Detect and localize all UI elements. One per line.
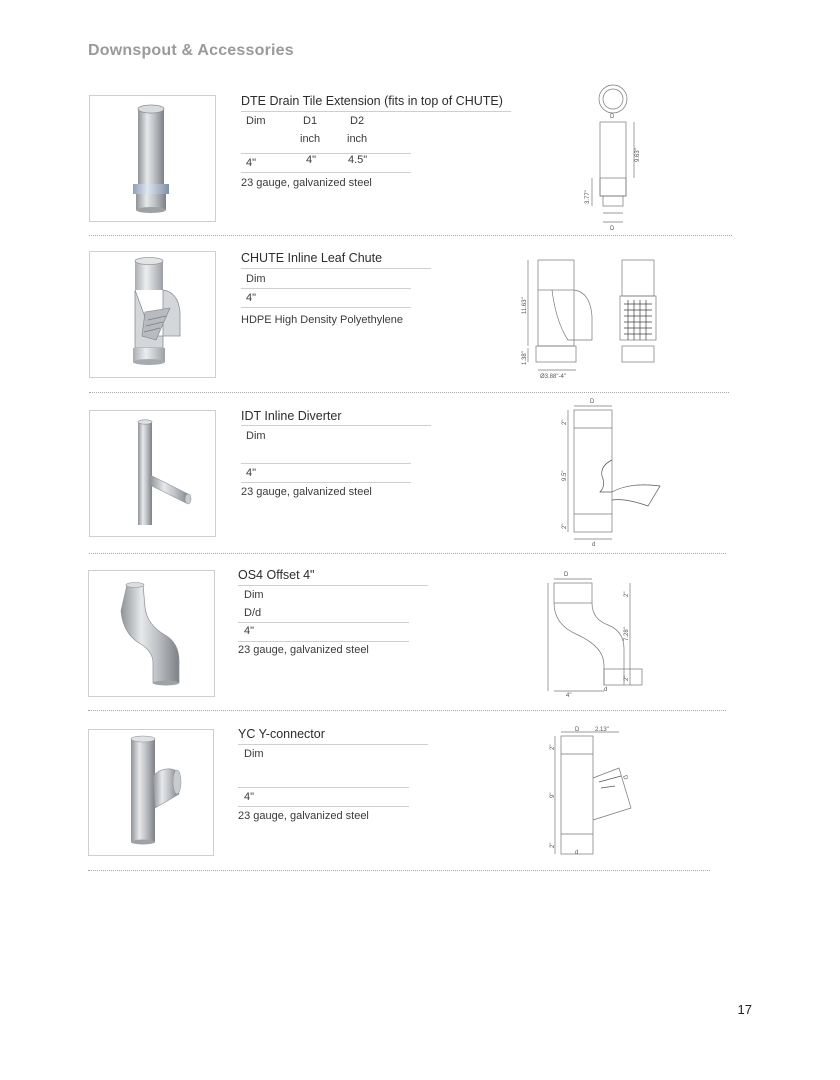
idt-dim-bot: 2" xyxy=(562,523,568,529)
chute-dim-h1: 11.63" xyxy=(522,297,528,314)
divider xyxy=(238,787,409,788)
dte-col-dim: Dim xyxy=(246,115,266,127)
dte-col-d1: D1 xyxy=(303,115,318,127)
idt-image xyxy=(90,411,215,536)
dte-d-top: D xyxy=(610,114,615,120)
section-divider xyxy=(88,870,710,871)
idt-dim-top: 2" xyxy=(562,419,568,425)
idt-product-name: IDT Inline Diverter xyxy=(241,409,342,423)
yc-dim-mid: 9" xyxy=(550,792,556,798)
section-divider xyxy=(89,553,726,554)
page-title: Downspout & Accessories xyxy=(88,42,294,59)
os4-offset: 4" xyxy=(566,693,572,699)
dte-product-name: DTE Drain Tile Extension (fits in top of CHUTE) xyxy=(241,94,503,108)
yc-material: 23 gauge, galvanized steel xyxy=(238,810,369,822)
os4-dim-top: 2" xyxy=(624,591,630,597)
divider xyxy=(238,806,409,807)
yc-image xyxy=(89,730,213,855)
dte-dim-h1: 9.63" xyxy=(635,148,641,162)
chute-dim-h2: 1.38" xyxy=(522,351,528,365)
idt-material: 23 gauge, galvanized steel xyxy=(241,486,372,498)
dte-col-d2: D2 xyxy=(350,115,365,127)
idt-row-dim: 4" xyxy=(246,467,257,479)
chute-col-dim: Dim xyxy=(246,273,266,285)
yc-row-dim: 4" xyxy=(244,791,255,803)
chute-product-photo xyxy=(89,251,216,378)
dte-row-d2: 4.5" xyxy=(348,154,368,166)
os4-product-photo xyxy=(88,570,215,697)
divider xyxy=(241,307,411,308)
os4-material: 23 gauge, galvanized steel xyxy=(238,644,369,656)
yc-dim-branch: 2.13" xyxy=(595,727,609,733)
dte-unit-d1: inch xyxy=(300,133,321,145)
os4-dim-bot: 2" xyxy=(624,675,630,681)
yc-technical-drawing xyxy=(549,724,639,859)
yc-dim-top: 2" xyxy=(550,744,556,750)
idt-d-top: D xyxy=(590,399,595,405)
idt-product-photo xyxy=(89,410,216,537)
dte-dim-h2: 3.77" xyxy=(585,190,591,204)
divider xyxy=(238,585,428,586)
divider xyxy=(241,153,411,154)
section-divider xyxy=(88,710,726,711)
os4-image xyxy=(89,571,214,696)
os4-d-bottom: d xyxy=(604,687,608,693)
page-number: 17 xyxy=(737,1002,752,1017)
divider xyxy=(241,425,431,426)
chute-material: HDPE High Density Polyethylene xyxy=(241,314,404,326)
divider xyxy=(241,482,411,483)
divider xyxy=(241,463,411,464)
yc-d-bottom: d xyxy=(575,850,579,856)
idt-dim-mid: 9.5" xyxy=(562,470,568,481)
yc-d-top: D xyxy=(575,727,580,733)
dte-d-bottom: D xyxy=(610,226,615,232)
chute-row-dim: 4" xyxy=(246,292,257,304)
os4-dim-mid: 7.28" xyxy=(624,627,630,641)
dte-unit-d2: inch xyxy=(347,133,368,145)
divider xyxy=(241,172,411,173)
divider xyxy=(238,744,428,745)
dte-material: 23 gauge, galvanized steel xyxy=(241,177,372,189)
dte-row-d1: 4" xyxy=(306,154,317,166)
os4-technical-drawing xyxy=(544,569,644,699)
chute-product-name: CHUTE Inline Leaf Chute xyxy=(241,251,383,265)
yc-dim-bot: 2" xyxy=(550,842,556,848)
os4-product-name: OS4 Offset 4" xyxy=(238,568,315,582)
divider xyxy=(241,111,511,112)
chute-dim-d: Ø3.88"-4" xyxy=(540,374,566,380)
section-divider xyxy=(89,235,732,236)
divider xyxy=(241,268,431,269)
os4-col-dd: D/d xyxy=(244,607,262,619)
idt-d-bottom: d xyxy=(592,542,596,548)
yc-product-name: YC Y-connector xyxy=(238,727,325,741)
os4-col-dim: Dim xyxy=(244,589,264,601)
dte-row-dim: 4" xyxy=(246,157,257,169)
os4-row-dim: 4" xyxy=(244,625,255,637)
yc-product-photo xyxy=(88,729,214,856)
divider xyxy=(238,641,409,642)
dte-technical-drawing xyxy=(580,82,660,232)
divider xyxy=(241,288,411,289)
dte-pipe-image xyxy=(90,96,215,221)
divider xyxy=(238,622,409,623)
dte-product-photo xyxy=(89,95,216,222)
yc-col-dim: Dim xyxy=(244,748,264,760)
chute-image xyxy=(90,252,215,377)
section-divider xyxy=(89,392,729,393)
chute-technical-drawing xyxy=(518,256,668,381)
idt-col-dim: Dim xyxy=(246,430,266,442)
os4-d-top: D xyxy=(564,572,569,578)
idt-technical-drawing xyxy=(560,396,670,551)
yc-d-branch: D xyxy=(621,774,629,781)
